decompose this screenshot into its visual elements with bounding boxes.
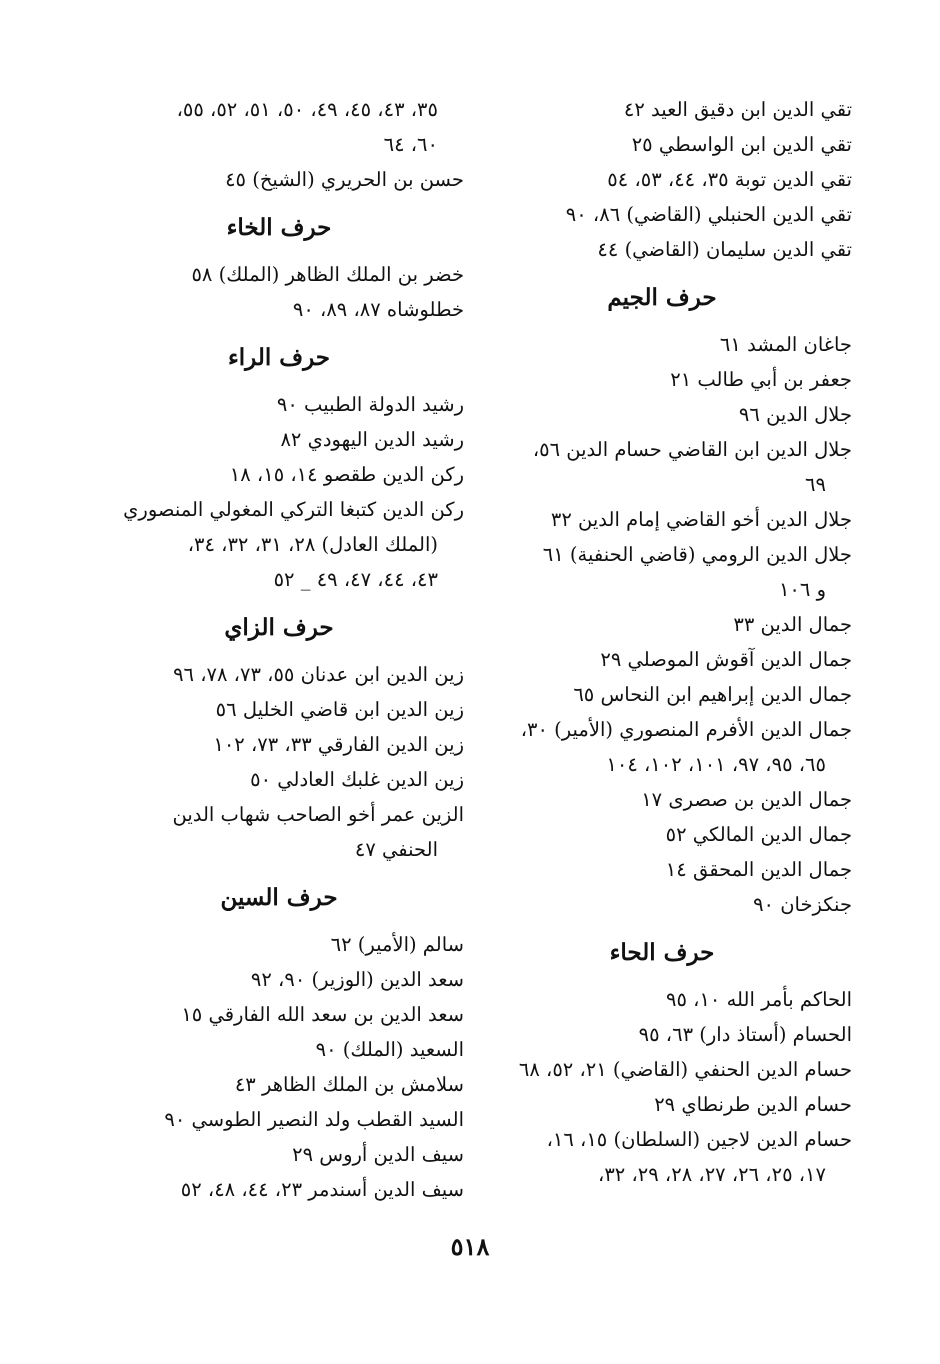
index-entry-continuation: ٦٥، ٩٥، ٩٧، ١٠١، ١٠٢، ١٠٤: [606, 753, 826, 776]
left-column: [94, 92, 464, 1207]
index-entry: تقي الدين ابن دقيق العيد ٤٢: [623, 98, 852, 121]
index-entry: ركن الدين كتبغا التركي المغولي المنصوري: [123, 498, 464, 521]
index-entry: الحسام (أستاذ دار) ٦٣، ٩٥: [638, 1023, 852, 1046]
index-entry: جعفر بن أبي طالب ٢١: [670, 368, 852, 391]
index-entry: حسام الدين الحنفي (القاضي) ٢١، ٥٢، ٦٨: [518, 1058, 852, 1081]
index-entry: سعد الدين (الوزير) ٩٠، ٩٢: [250, 968, 464, 991]
index-entry-continuation: (الملك العادل) ٢٨، ٣١، ٣٢، ٣٤،: [187, 533, 438, 556]
index-entry: جمال الدين ٣٣: [733, 613, 852, 636]
index-entry: الحاكم بأمر الله ١٠، ٩٥: [666, 988, 852, 1011]
index-entry: جلال الدين ابن القاضي حسام الدين ٥٦،: [532, 438, 852, 461]
index-entry-continuation: ٣٥، ٤٣، ٤٥، ٤٩، ٥٠، ٥١، ٥٢، ٥٥،: [176, 98, 438, 121]
index-entry: تقي الدين الحنبلي (القاضي) ٨٦، ٩٠: [565, 203, 852, 226]
index-entry: سعد الدين بن سعد الله الفارقي ١٥: [181, 1003, 464, 1026]
index-entry: ركن الدين طقصو ١٤، ١٥، ١٨: [229, 463, 464, 486]
index-entry: جمال الدين إبراهيم ابن النحاس ٦٥: [573, 683, 852, 706]
index-entry: تقي الدين سليمان (القاضي) ٤٤: [597, 238, 852, 261]
index-entry: خطلوشاه ٨٧، ٨٩، ٩٠: [292, 298, 464, 321]
index-entry: جمال الدين الأفرم المنصوري (الأمير) ٣٠،: [520, 718, 852, 741]
index-entry: خضر بن الملك الظاهر (الملك) ٥٨: [191, 263, 464, 286]
index-entry: حسام الدين طرنطاي ٢٩: [654, 1093, 852, 1116]
section-heading-jim: حرف الجيم: [607, 284, 717, 311]
index-entry: سلامش بن الملك الظاهر ٤٣: [234, 1073, 464, 1096]
index-entry: جاغان المشد ٦١: [719, 333, 852, 356]
index-entry: رشيد الدين اليهودي ٨٢: [280, 428, 464, 451]
index-entry: جلال الدين ٩٦: [738, 403, 852, 426]
index-entry: حسن بن الحريري (الشيخ) ٤٥: [225, 168, 464, 191]
right-column: [472, 92, 852, 1192]
index-entry: سيف الدين أروس ٢٩: [292, 1143, 464, 1166]
index-entry-continuation: ٦٠، ٦٤: [383, 133, 438, 156]
section-heading-kha: حرف الخاء: [226, 214, 332, 241]
index-entry: سيف الدين أسندمر ٢٣، ٤٤، ٤٨، ٥٢: [180, 1178, 464, 1201]
index-entry: رشيد الدولة الطبيب ٩٠: [276, 393, 464, 416]
index-entry: حسام الدين لاجين (السلطان) ١٥، ١٦،: [546, 1128, 852, 1151]
section-heading-sin: حرف السين: [220, 884, 338, 911]
index-entry: زين الدين ابن قاضي الخليل ٥٦: [215, 698, 464, 721]
index-entry: الزين عمر أخو الصاحب شهاب الدين: [172, 803, 464, 826]
index-entry: زين الدين غلبك العادلي ٥٠: [250, 768, 464, 791]
index-entry-continuation: ٦٩: [805, 473, 826, 496]
index-entry: جمال الدين المحقق ١٤: [665, 858, 852, 881]
index-entry: تقي الدين ابن الواسطي ٢٥: [631, 133, 852, 156]
index-entry: سالم (الأمير) ٦٢: [330, 933, 464, 956]
index-entry: جلال الدين الرومي (قاضي الحنفية) ٦١: [542, 543, 852, 566]
index-entry: السعيد (الملك) ٩٠: [315, 1038, 464, 1061]
index-entry: جمال الدين آقوش الموصلي ٢٩: [600, 648, 852, 671]
index-entry: زين الدين ابن عدنان ٥٥، ٧٣، ٧٨، ٩٦: [173, 663, 464, 686]
index-entry: جمال الدين المالكي ٥٢: [665, 823, 852, 846]
index-entry-continuation: و ١٠٦: [778, 578, 826, 601]
index-entry: تقي الدين توبة ٣٥، ٤٤، ٥٣، ٥٤: [607, 168, 852, 191]
index-entry-continuation: ١٧، ٢٥، ٢٦، ٢٧، ٢٨، ٢٩، ٣٢،: [598, 1163, 826, 1186]
index-entry-continuation: الحنفي ٤٧: [354, 838, 438, 861]
index-entry: السيد القطب ولد النصير الطوسي ٩٠: [164, 1108, 464, 1131]
index-entry: جلال الدين أخو القاضي إمام الدين ٣٢: [550, 508, 852, 531]
section-heading-zay: حرف الزاي: [224, 614, 334, 641]
section-heading-ra: حرف الراء: [227, 344, 331, 371]
index-entry: جنكزخان ٩٠: [753, 893, 852, 916]
index-entry: زين الدين الفارقي ٣٣، ٧٣، ١٠٢: [213, 733, 464, 756]
index-entry-continuation: ٤٣، ٤٤، ٤٧، ٤٩ _ ٥٢: [273, 568, 438, 591]
page-number: ٥١٨: [450, 1232, 490, 1261]
section-heading-ha: حرف الحاء: [609, 939, 715, 966]
index-entry: جمال الدين بن صصرى ١٧: [641, 788, 852, 811]
